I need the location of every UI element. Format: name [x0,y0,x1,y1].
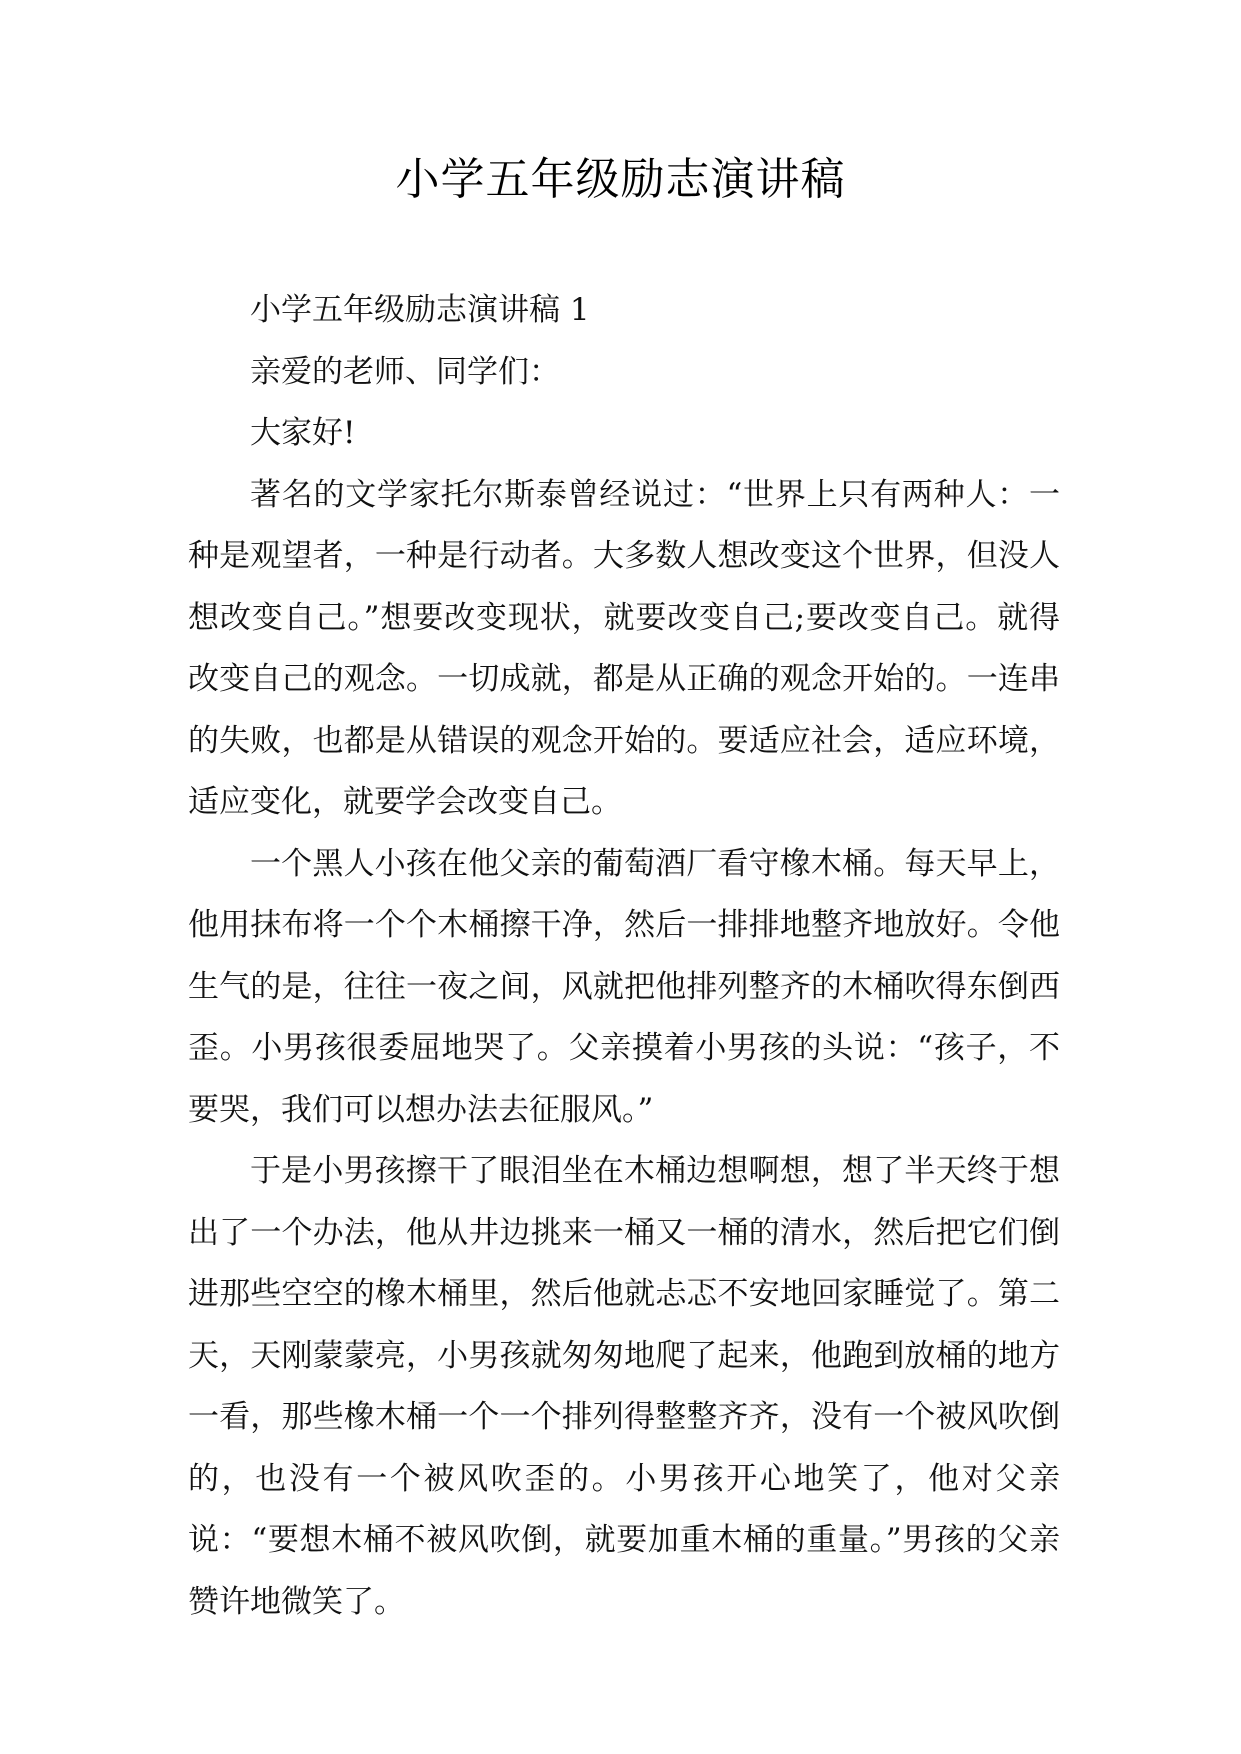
section-heading: 小学五年级励志演讲稿 1 [250,292,590,328]
body-paragraph: 于是小男孩擦干了眼泪坐在木桶边想啊想，想了半天终于想出了一个办法，他从井边挑来一桶又一桶的清水，然后把它们倒进那些空空的橡木桶里，然后他就忐忑不安地回家睡觉了。第二天，天刚蒙蒙亮，小男孩就匆匆地爬了起来，他跑到放桶的地方一看，那些橡木桶一个一个排列得整整齐齐，没有一个被风吹倒的，也没有一个被风吹歪的。小男孩开心地笑了，他对父亲说：“要想木桶不被风吹倒，就要加重木桶的重量。”男孩的父亲赞许地微笑了。 [188,1153,1060,1620]
greeting: 大家好! [250,415,356,451]
document-title: 小学五年级励志演讲稿 [395,154,846,205]
document-body [188,280,1060,1633]
body-paragraph: 一个黑人小孩在他父亲的葡萄酒厂看守橡木桶。每天早上，他用抹布将一个个木桶擦干净，然后一排排地整齐地放好。令他生气的是，往往一夜之间，风就把他排列整齐的木桶吹得东倒西歪。小男孩很委屈地哭了。父亲摸着小男孩的头说：“孩子，不要哭，我们可以想办法去征服风。” [188,845,1060,1128]
body-paragraph: 著名的文学家托尔斯泰曾经说过：“世界上只有两种人：一种是观望者，一种是行动者。大多数人想改变这个世界，但没人想改变自己。”想要改变现状，就要改变自己;要改变自己。就得改变自己的观念。一切成就，都是从正确的观念开始的。一连串的失败，也都是从错误的观念开始的。要适应社会，适应环境，适应变化，就要学会改变自己。 [188,476,1060,820]
salutation: 亲爱的老师、同学们： [250,353,560,390]
